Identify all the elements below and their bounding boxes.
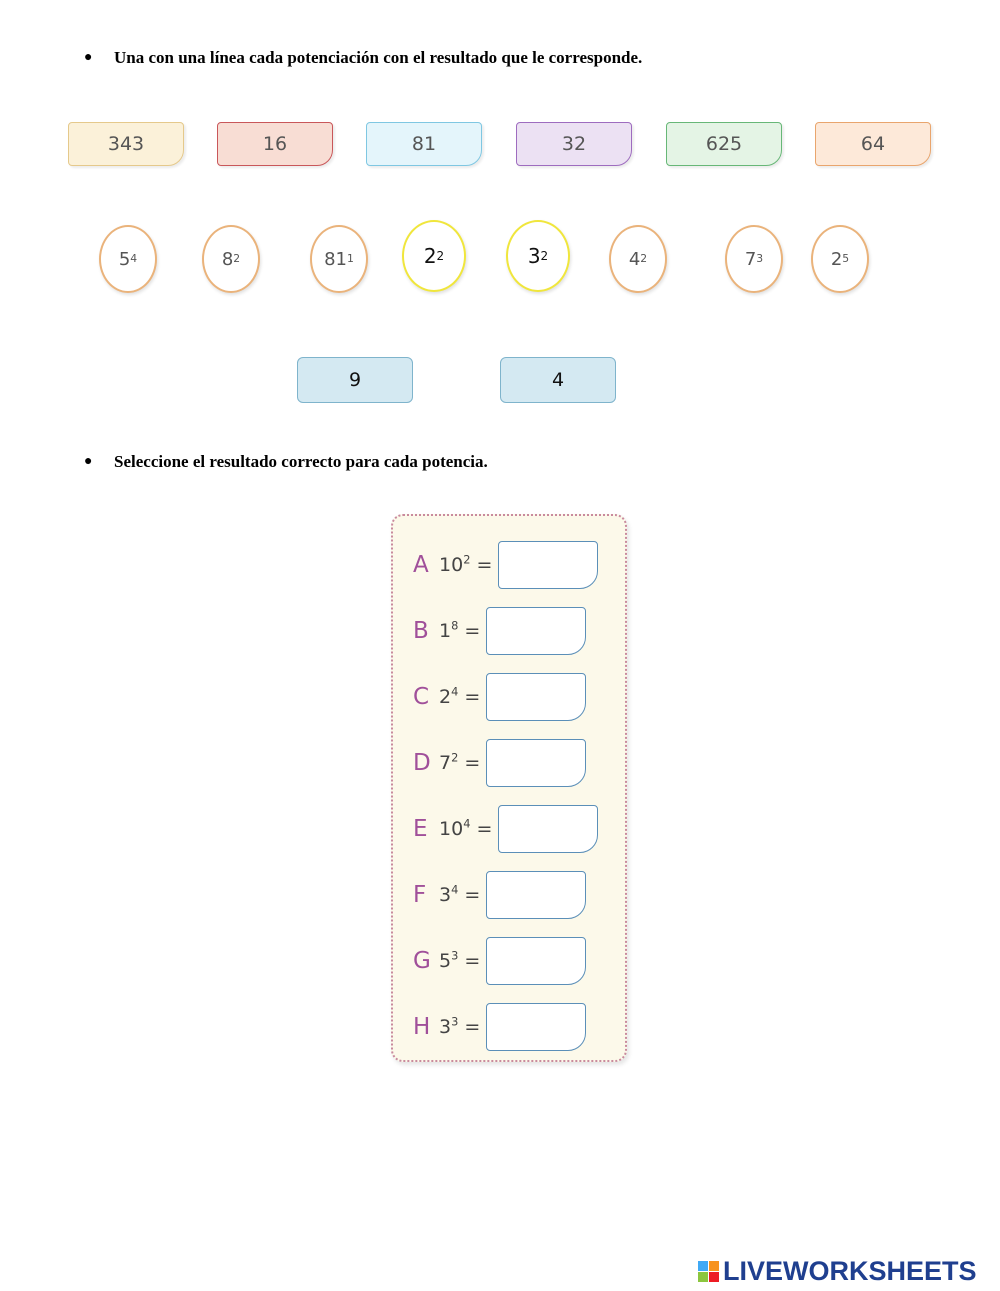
liveworksheets-logo-icon (698, 1261, 719, 1282)
eq-base: 7 (439, 752, 452, 774)
eq-base: 2 (439, 686, 452, 708)
power-oval-7[interactable]: 7 3 (725, 225, 783, 293)
power-base: 3 (527, 244, 541, 268)
power-oval-3[interactable]: 81 1 (310, 225, 368, 293)
eq-exponent: 3 (451, 1014, 459, 1029)
answer-box-1[interactable] (297, 357, 413, 403)
eq-sign: = (464, 686, 481, 708)
answer-input-f[interactable] (486, 871, 586, 919)
result-box-1[interactable] (68, 122, 184, 166)
power-oval-6[interactable]: 4 2 (609, 225, 667, 293)
eq-exponent: 4 (451, 684, 459, 699)
logo-text: LIVEWORKSHEETS (723, 1256, 977, 1286)
power-base: 8 (221, 248, 234, 270)
eq-sign: = (476, 554, 493, 576)
eq-exponent: 3 (451, 948, 459, 963)
equations-panel (391, 514, 627, 1062)
answer-value: 9 (348, 369, 362, 391)
power-oval-1[interactable]: 5 4 (99, 225, 157, 293)
power-oval-8[interactable]: 2 5 (811, 225, 869, 293)
eq-base: 3 (439, 1016, 452, 1038)
answer-input-d[interactable] (486, 739, 586, 787)
result-box-6[interactable] (815, 122, 931, 166)
equation-letter: B (413, 618, 429, 644)
eq-sign: = (464, 752, 481, 774)
answer-input-e[interactable] (498, 805, 598, 853)
power-base: 5 (118, 248, 131, 270)
equation-row-h (413, 1002, 586, 1052)
eq-exponent: 2 (463, 552, 471, 567)
eq-exponent: 8 (451, 618, 459, 633)
instruction-select (84, 452, 488, 472)
result-value: 64 (860, 133, 886, 155)
eq-exponent: 4 (463, 816, 471, 831)
equation-row-c (413, 672, 586, 722)
answer-input-h[interactable] (486, 1003, 586, 1051)
result-box-2[interactable] (217, 122, 333, 166)
equation-expression (439, 818, 492, 840)
power-oval-4[interactable]: 2 2 (402, 220, 466, 292)
eq-exponent: 4 (451, 882, 459, 897)
result-value: 81 (411, 133, 437, 155)
power-base: 2 (423, 244, 437, 268)
equation-row-e (413, 804, 598, 854)
equation-row-b (413, 606, 586, 656)
power-base: 2 (830, 248, 843, 270)
eq-base: 3 (439, 884, 452, 906)
result-value: 625 (705, 133, 743, 155)
eq-base: 1 (439, 620, 452, 642)
instruction-match (84, 48, 642, 68)
instruction-match-text: Una con una línea cada potenciación con el resultado que le corresponde. (114, 48, 643, 67)
answer-input-c[interactable] (486, 673, 586, 721)
result-value: 32 (561, 133, 587, 155)
equation-letter: A (413, 552, 429, 578)
answer-box-2[interactable] (500, 357, 616, 403)
equation-row-a (413, 540, 598, 590)
equation-expression (439, 686, 480, 708)
equation-row-f (413, 870, 586, 920)
eq-base: 10 (439, 818, 464, 840)
liveworksheets-logo[interactable] (698, 1256, 977, 1287)
power-base: 81 (324, 248, 348, 270)
equation-expression (439, 950, 480, 972)
eq-base: 10 (439, 554, 464, 576)
equation-letter: E (413, 816, 428, 842)
result-box-5[interactable] (666, 122, 782, 166)
eq-exponent: 2 (451, 750, 459, 765)
eq-sign: = (464, 1016, 481, 1038)
power-oval-2[interactable]: 8 2 (202, 225, 260, 293)
result-value: 343 (107, 133, 145, 155)
equation-expression (439, 1016, 480, 1038)
answer-input-a[interactable] (498, 541, 598, 589)
eq-base: 5 (439, 950, 452, 972)
equation-expression (439, 620, 480, 642)
equation-letter: C (413, 684, 430, 710)
equation-row-d (413, 738, 586, 788)
bullet-icon: ● (84, 454, 93, 469)
answer-value: 4 (551, 369, 565, 391)
answer-input-g[interactable] (486, 937, 586, 985)
equation-letter: D (413, 750, 431, 776)
eq-sign: = (464, 884, 481, 906)
equation-expression (439, 884, 480, 906)
eq-sign: = (464, 620, 481, 642)
result-box-4[interactable] (516, 122, 632, 166)
eq-sign: = (464, 950, 481, 972)
answer-input-b[interactable] (486, 607, 586, 655)
power-oval-5[interactable]: 3 2 (506, 220, 570, 292)
equation-letter: H (413, 1014, 431, 1040)
eq-sign: = (476, 818, 493, 840)
equation-expression (439, 554, 492, 576)
power-base: 4 (628, 248, 641, 270)
equation-row-g (413, 936, 586, 986)
equation-letter: G (413, 948, 431, 974)
result-value: 16 (262, 133, 288, 155)
result-box-3[interactable] (366, 122, 482, 166)
instruction-select-text: Seleccione el resultado correcto para cada potencia. (114, 452, 488, 471)
bullet-icon: ● (84, 50, 93, 65)
power-base: 7 (744, 248, 757, 270)
equation-expression (439, 752, 480, 774)
equation-letter: F (413, 882, 427, 908)
